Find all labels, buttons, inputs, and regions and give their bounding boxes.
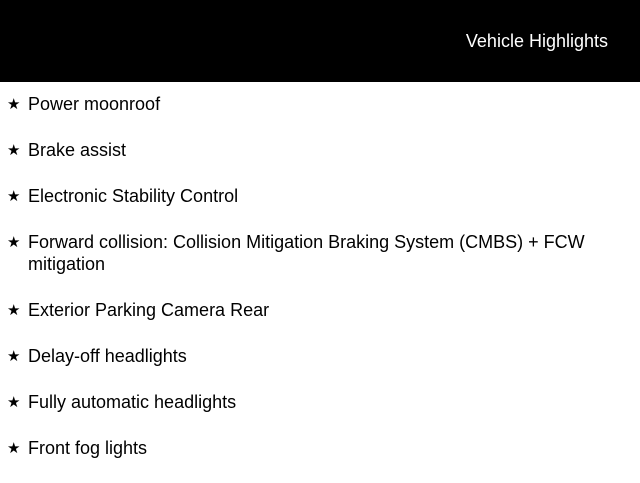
list-item-label: Delay-off headlights bbox=[28, 346, 187, 366]
list-item-label: Brake assist bbox=[28, 140, 127, 160]
list-item-label: Electronic Stability Control bbox=[28, 186, 239, 206]
star-icon: ★ bbox=[7, 95, 21, 113]
star-icon: ★ bbox=[7, 347, 21, 365]
star-icon: ★ bbox=[7, 439, 21, 457]
list-item-label: Front fog lights bbox=[28, 438, 148, 458]
star-icon: ★ bbox=[7, 301, 21, 319]
page-title: Vehicle Highlights bbox=[465, 31, 608, 51]
list-item bbox=[0, 437, 640, 459]
star-icon: ★ bbox=[7, 187, 21, 205]
star-icon: ★ bbox=[7, 393, 21, 411]
list-item bbox=[0, 93, 640, 115]
list-item bbox=[0, 345, 640, 367]
list-item bbox=[0, 231, 640, 275]
header-bar bbox=[0, 0, 640, 82]
highlights-list bbox=[0, 93, 640, 483]
list-item bbox=[0, 391, 640, 413]
list-item-label: Fully automatic headlights bbox=[28, 392, 237, 412]
list-item-label: Exterior Parking Camera Rear bbox=[28, 300, 270, 320]
star-icon: ★ bbox=[7, 141, 21, 159]
list-item bbox=[0, 185, 640, 207]
list-item bbox=[0, 139, 640, 161]
list-item bbox=[0, 299, 640, 321]
list-item-label: Power moonroof bbox=[28, 94, 161, 114]
list-item-label: Forward collision: Collision Mitigation Braking System (CMBS) + FCW mitigation bbox=[28, 232, 585, 274]
star-icon: ★ bbox=[7, 233, 21, 251]
